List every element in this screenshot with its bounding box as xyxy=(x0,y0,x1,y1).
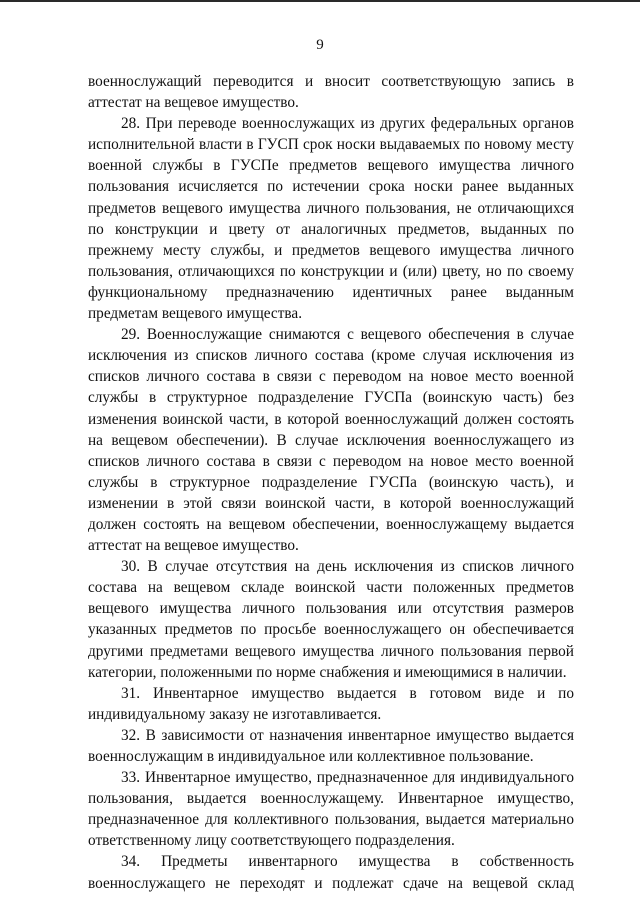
page-number: 9 xyxy=(316,37,324,53)
document-body xyxy=(88,71,574,894)
paragraph-30: 30. В случае отсутствия на день исключения из списков личного состава на вещевом складе воинской части положенных предметов вещевого имущества личного пользования или отсутствия размеров указанных предметов по просьбе военнослужащего он обеспечивается другими предметами вещевого имущества личного пользования первой категории, положенными по норме снабжения и имеющимися в наличии. xyxy=(88,558,574,681)
paragraph-34: 34. Предметы инвентарного имущества в собственность военнослужащего не переходят и подлежат сдаче на вещевой склад xyxy=(88,853,574,892)
paragraph-29: 29. Военнослужащие снимаются с вещевого обеспечения в случае исключения из списков личного состава (кроме случая исключения из списков личного состава в связи с переводом на новое место военной службы в структурное подразделение ГУСПа (воинскую часть) без изменения воинской части, в которой военнослужащий должен состоять на вещевом обеспечении). В случае исключения военнослужащего из списков личного состава в связи с переводом на новое место военной службы в структурное подразделение ГУСПа (воинскую часть), и изменении в этой связи воинской части, в которой военнослужащий должен состоять на вещевом обеспечении, военнослужащему выдается аттестат на вещевое имущество. xyxy=(88,326,574,555)
paragraph-31: 31. Инвентарное имущество выдается в готовом виде и по индивидуальному заказу не изготавливается. xyxy=(88,684,574,723)
paragraph-32: 32. В зависимости от назначения инвентарное имущество выдается военнослужащим в индивидуальное или коллективное пользование. xyxy=(88,726,574,765)
paragraph-28: 28. При переводе военнослужащих из других федеральных органов исполнительной власти в ГУСП срок носки выдаваемых по новому месту военной службы в ГУСПе предметов вещевого имущества личного пользования исчисляется по истечении срока носки ранее выданных предметов вещевого имущества личного пользования, не отличающихся по конструкции и цвету от аналогичных предметов, выданных по прежнему месту службы, и предметов вещевого имущества личного пользования, отличающихся по конструкции и (или) цвету, но по своему функциональному предназначению идентичных ранее выданным предметам вещевого имущества. xyxy=(88,115,574,323)
paragraph-33: 33. Инвентарное имущество, предназначенное для индивидуального пользования, выдается военнослужащему. Инвентарное имущество, предназначенное для коллективного пользования, выдается материально ответственному лицу соответствующего подразделения. xyxy=(88,769,574,850)
paragraph-continuation: военнослужащий переводится и вносит соответствующую запись в аттестат на вещевое имущество. xyxy=(88,73,574,112)
scan-top-edge xyxy=(0,0,640,2)
